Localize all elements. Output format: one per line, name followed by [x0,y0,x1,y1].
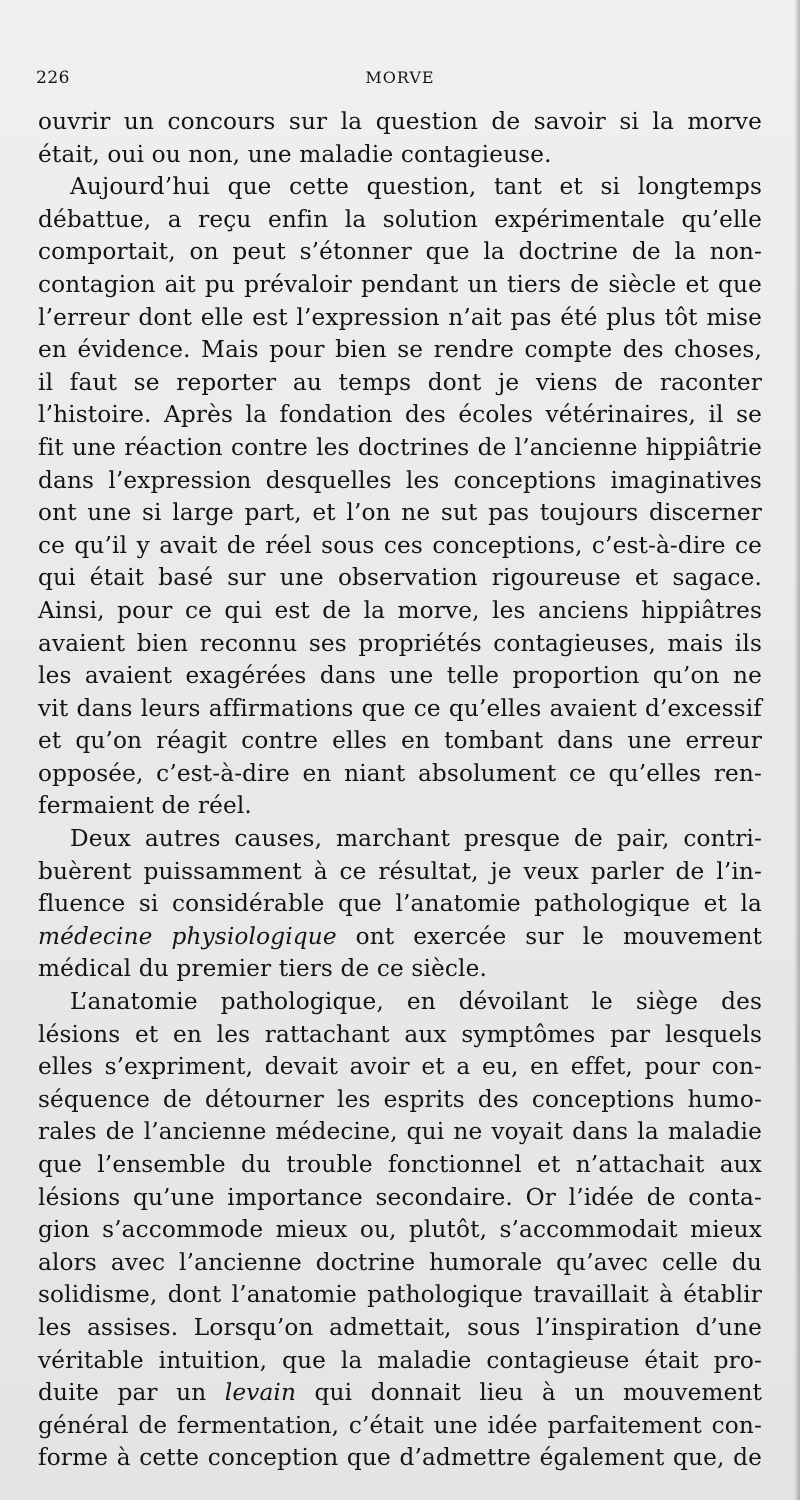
text-line: véritable intuition, que la maladie contagieuse était pro- [38,1346,762,1374]
text-line: lésions et en les rattachant aux symptômes par lesquels [38,1020,762,1048]
text-line: lésions qu’une importance secondaire. Or l’idée de conta- [38,1183,762,1211]
text-line: elles s’expriment, devait avoir et a eu, en effet, pour con- [38,1053,762,1081]
text-line: l’histoire. Après la fondation des écoles vétérinaires, il se [38,401,762,429]
text-line: en évidence. Mais pour bien se rendre compte des choses, [38,336,762,364]
text-line: forme à cette conception que d’admettre également que, de [38,1444,762,1472]
text-line: était, oui ou non, une maladie contagieuse. [38,140,552,168]
text-line: L’anatomie pathologique, en dévoilant le siège des [70,988,762,1016]
text-fragment: duite par un [38,1379,225,1407]
text-line: ont une si large part, et l’on ne sut pas toujours discerner [38,499,762,527]
text-line: les avaient exagérées dans une telle proportion qu’on ne [38,662,762,690]
italic-term: médecine physiologique [38,922,337,950]
text-fragment: qui donnait lieu à un mouvement [296,1379,762,1407]
text-line: fluence si considérable que l’anatomie pathologique et la [38,890,762,918]
text-line: fit une réaction contre les doctrines de l’ancienne hippiâtrie [38,433,762,461]
text-line: qui était basé sur une observation rigoureuse et sagace. [38,564,762,592]
text-line: avaient bien reconnu ses propriétés contagieuses, mais ils [38,629,762,657]
text-line: Aujourd’hui que cette question, tant et si longtemps [70,173,762,201]
text-line: alors avec l’ancienne doctrine humorale qu’avec celle du [38,1248,762,1276]
text-line: fermaient de réel. [38,792,252,820]
page-edge-shadow [794,0,800,1500]
text-line: buèrent puissamment à ce résultat, je veux parler de l’in- [38,857,762,885]
page-number: 226 [36,68,70,88]
text-fragment: ont exercée sur le mouvement [336,922,762,950]
text-line: rales de l’ancienne médecine, qui ne voyait dans la maladie [38,1118,762,1146]
running-title: MORVE [365,68,435,87]
text-line: dans l’expression desquelles les conceptions imaginatives [38,466,762,494]
text-line: vit dans leurs affirmations que ce qu’elles avaient d’excessif [38,694,762,722]
text-line-italic-term [38,1377,762,1410]
text-line: comportait, on peut s’étonner que la doctrine de la non- [38,238,762,266]
running-head [36,68,764,98]
text-line: gion s’accommode mieux ou, plutôt, s’accommodait mieux [38,1216,762,1244]
text-line-italic-term [38,921,762,954]
text-line: il faut se reporter au temps dont je viens de raconter [38,368,762,396]
text-line: débattue, a reçu enfin la solution expérimentale qu’elle [38,205,762,233]
text-line: contagion ait pu prévaloir pendant un tiers de siècle et que [38,270,762,298]
italic-term: levain [224,1379,297,1407]
text-line: solidisme, dont l’anatomie pathologique travaillait à établir [38,1281,762,1309]
text-line: opposée, c’est-à-dire en niant absolument ce qu’elles ren- [38,759,762,787]
text-line: séquence de détourner les esprits des conceptions humo- [38,1085,762,1113]
text-line: ce qu’il y avait de réel sous ces conceptions, c’est-à-dire ce [38,531,762,559]
body-text [38,106,762,1475]
text-line: les assises. Lorsqu’on admettait, sous l’inspiration d’une [38,1313,762,1341]
text-line: que l’ensemble du trouble fonctionnel et n’attachait aux [38,1151,762,1178]
text-line: Deux autres causes, marchant presque de pair, contri- [70,825,762,853]
text-line: l’erreur dont elle est l’expression n’ait pas été plus tôt mise [38,303,762,331]
text-line: général de fermentation, c’était une idée parfaitement con- [38,1411,762,1439]
text-line: médical du premier tiers de ce siècle. [38,955,488,983]
text-line: et qu’on réagit contre elles en tombant dans une erreur [38,727,762,755]
text-line: Ainsi, pour ce qui est de la morve, les anciens hippiâtres [38,596,762,624]
text-line: ouvrir un concours sur la question de savoir si la morve [38,108,762,135]
